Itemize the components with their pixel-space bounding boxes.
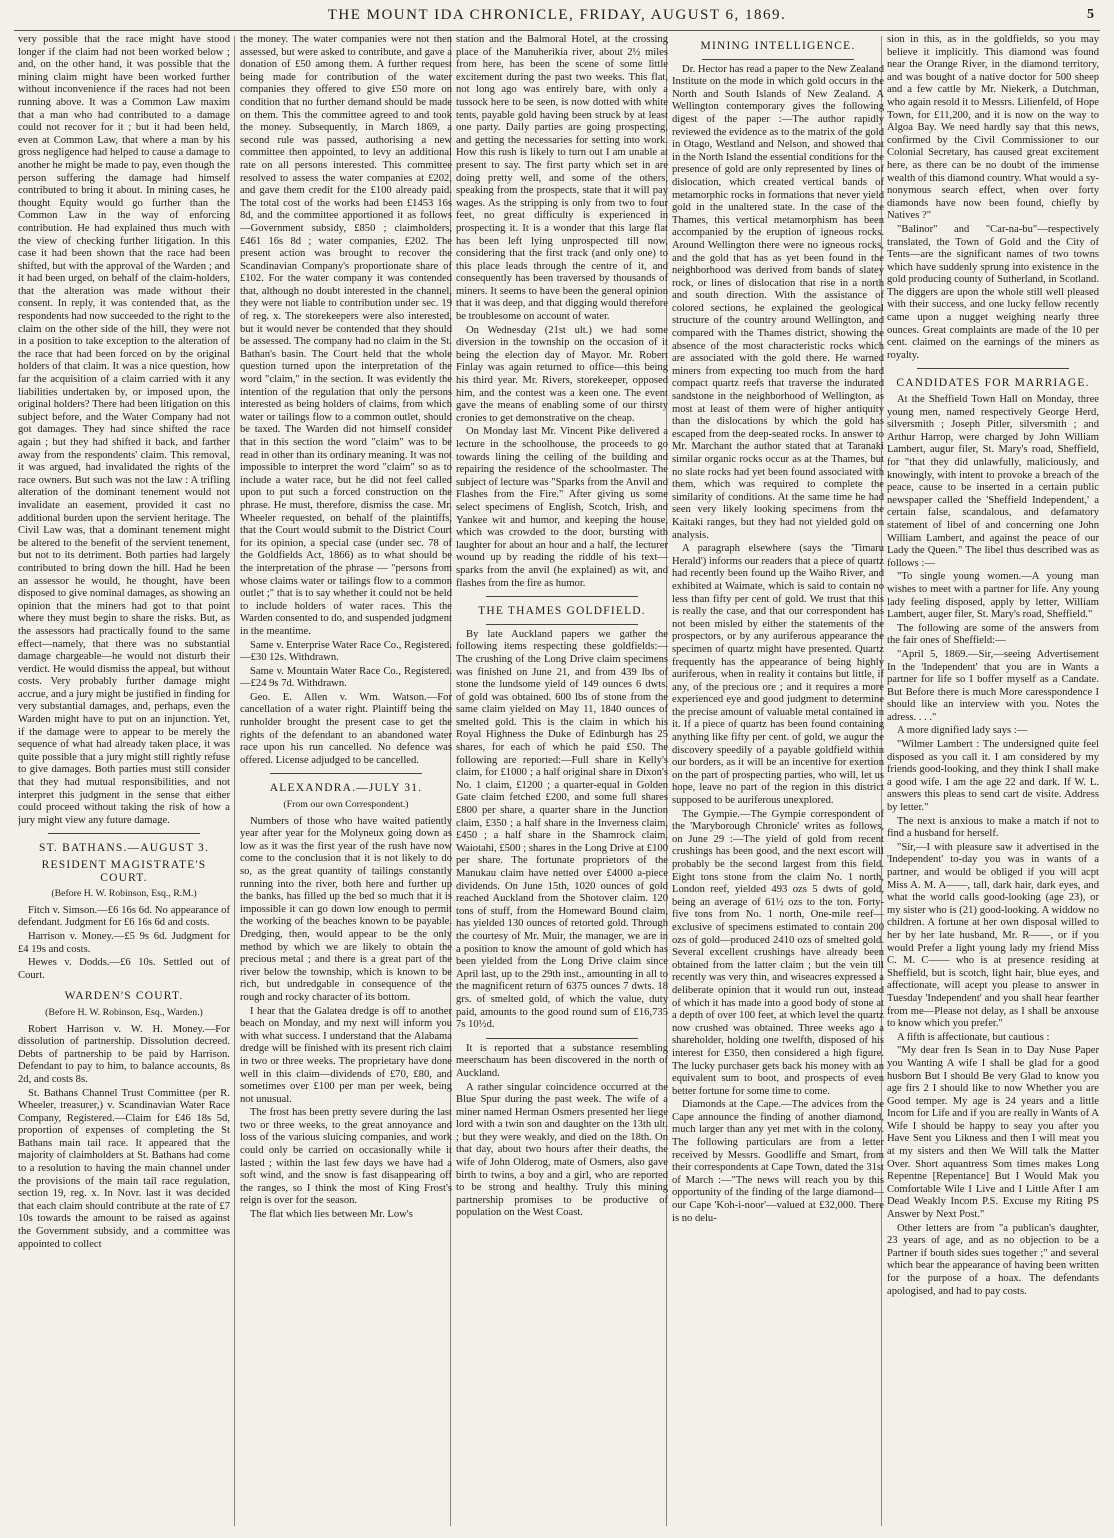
section-rule xyxy=(486,1038,638,1039)
column-1 xyxy=(18,34,230,1530)
article-paragraph: "To single young women.—A young man wishes to meet with a partner for life. Any young lady feeling disposed, apply by letter, William Lambert, auger filer, St. Mary's road, Sheffield." xyxy=(887,571,1099,621)
section-rule xyxy=(702,59,854,60)
article-paragraph: Numbers of those who have waited patiently year after year for the Molyneux going down as low as it was the first year of the rush have now come to the conclusion that it is not likely to do so, as the great quantity of tailings constantly running into the river, both here and further up the banks, has filled up the bed so much that it is impossible it can go down low enough to permit the working of the beaches known to be payable. Dredging, then, would appear to be the only method by which we are likely to obtain the precious metal ; and there is a great part of the river below the township, which is known to be rich, but undredgable in consequence of the rough and rocky character of its bottom. xyxy=(240,815,452,1003)
article-paragraph: "My dear fren Is Sean in to Day Nuse Paper you Wanting A wife I shall be glad for a good husborn But I should Be very Glad to know you age firs 2 I should like to now Whether you are Good temper. My age is 24 years and a little Incom for Life and if you are really in Wants of A Wife I should be happy to seay you after you Have Sent you Likness and then I will meat you at my sisters and then We Will talk the Matter Over. Short aquantress Som times makes Long Repentne [Repentance] But I Would Mak you Comfortable Wile I Live and I Little After I am Dead Weakly Incom P.S. Excuse my Riting PS Answer by Next Post." xyxy=(887,1045,1099,1221)
article-paragraph: St. Bathans Channel Trust Committee (per R. Wheeler, treasurer,) v. Scandinavian Water Race Company, Registered.—Claim for £46 18s 5d, proportion of expenses of completing the St Bathans main tail race. It appeared that the majority of claimholders at St. Bathans had come to a resolution to having the main channel under the provisions of the main tail race regulation, section 19, reg. x. In Novr. last it was decided that each claim should contribute at the rate of £7 10s towards the amount to be raised as against the Government subsidy, and a committee was appointed to collect xyxy=(18,1087,230,1250)
section-rule xyxy=(486,596,638,597)
article-paragraph: "Sir,—I with pleasure saw it advertised in the 'Independent' to-day you was in wants of a partner, and would be obliged if you will acpt Miss A. M. A——, tall, dark hair, dark eyes, and what the world calls good-looking (age 23), or my sister who is (21) good-looking. A widdow no children. A fortune at her own disposal willed to her by her late husband, Mr. R——, or if you would Prefer a light young lady my friend Miss C. M. C—— who is at presence residing at Sheffield, but is scotch, light hair, blue eyes, and affectionate, will acept you please to answer in Tuesday 'Independent' and you shall hear fearther from me—Please not delay, as I shall be anxouse to know which you prefer." xyxy=(887,841,1099,1030)
column-3 xyxy=(456,34,668,1530)
article-paragraph: A more dignified lady says :— xyxy=(897,725,1028,737)
article-paragraph: It is reported that a substance resembling meerschaum has been discovered in the north of Auckland. xyxy=(456,1042,668,1079)
section-rule xyxy=(917,368,1069,369)
article-paragraph: At the Sheffield Town Hall on Monday, three young men, named respectively George Herd, silversmith ; Joseph Pitler, silversmith ; and Arthur Harrop, were charged by John William Lambert, augur filer, St. Mary's road, Sheffield, for "that they did unlawfully, maliciously, and knowingly, with intent to provoke a breach of the peace, cause to be inserted in a certain public newspaper called the 'Sheffield Independent,' a certain false, scandalous, and defamatory statement of libel of and concerning one John William Lambert, and against the peace of our Lady the Queen." The libel thus described was as follows :— xyxy=(887,394,1099,569)
article-paragraph: Hewes v. Dodds.—£6 10s. Settled out of Court. xyxy=(18,957,230,981)
article-paragraph: Same v. Enterprise Water Race Co., Registered.—£30 12s. Withdrawn. xyxy=(240,639,452,664)
article-paragraph: The flat which lies between Mr. Low's xyxy=(250,1209,413,1221)
article-paragraph: The frost has been pretty severe during the last two or three weeks, to the great annoyance and loss of the various sluicing companies, and work could only be carried on occasionally while it lasted ; within the last few days we have had a soft wind, and the snow is fast disappearing off the ranges, so I think the most of King Frost's reign is over for the season. xyxy=(240,1107,452,1207)
article-paragraph: "Wilmer Lambert : The undersigned quite feel disposed as you call it. I am considered by my friends good-looking, and they think I shall make a good wife. I am the age 22 and dark. If W. L. answers this pleas to send cart de visite. Address by letter." xyxy=(887,739,1099,814)
article-paragraph: the money. The water companies were not then assessed, but were asked to contribute, and gave a donation of £50 among them. A further request being made for contribution of the water companies they offered to give £50 more on condition that no further demand should be made on them. This the committee agreed to and took the money. Subsequently, in March 1869, a second rule was passed, authorising a new committee then appointed, to levy an additional rate on all persons interested. This committee resolved to assess the water companies at £202, and gave them credit for the £100 already paid. The total cost of the works had been £1453 16s 8d, and the committee apportioned it as follows—Government subsidy, £850 ; claimholders, £461 16s 8d ; water companies, £202. The present action was brought to recover the Scandinavian Company's proportionate share of £102. For the water company it was contended that, although no doubt interested in the channel, they were not liable to contribution under sec. 19 of reg. x. The storekeepers were also interested, but it would never be contended that they should be assessed. The company had no claim in the St. Bathan's basin. The Court held that the whole question turned upon the interpretation of the word "claim," in the section. It was evidently the intention of the regulation that only the persons interested as being holders of claims, from which water or tailings flow to a common outlet, should be taxed. The Warden did not himself consider that in this section the word "claim" was to be read in other than its ordinary meaning. It was not impossible to interpret the word "claim" so as to include a water race, but he did not feel called upon to put such a forced construction on the phrase. He must, therefore, dismiss the case. Mr. Wheeler requested, on behalf of the plaintiffs, that the Court would submit to the District Court for its opinion, a special case (under sec. 78 of the Goldfields Act, 1866) as to what should be the interpretation of the phrase — "persons from whose claims water or tailings flow to a common outlet ;" that is to say whether it could not be held to include holders of water races. This the Warden consented to do, and suspended judgment in the meantime. xyxy=(240,34,452,637)
article-paragraph: Dr. Hector has read a paper to the New Zealand Institute on the mode in which gold occurs in the North and South Islands of New Zealand. A Wellington contemporary gives the following digest of the paper :—The author rapidly reviewed the evidence as to the matrix of the gold in Otago, Westland and Nelson, and showed that in the North Island the essential conditions for the presence of gold are only represented by lines of dislocation, which created vertical bands of metamorphic rocks in formations that never yield gold in the unaltered state. In the case of the Thames, this vertical metamorphism has been accompanied by the eruption of igneous rocks. Around Wellington there were no igneous rocks, and the gold that has as yet been found in the neighborhood was derived from bands of slatey rock, or lines of dislocation that rise in a north and south direction. With the assistance of colored sections, he explained the geological structure of the country around Wellington, and compared with the Thames district, showing the absence of the most characteristic rocks which are associated with the gold there. He warned miners from expecting too much from the hard compact quartz reefs that traverse the indurated sandstone in the neighborhood of Wellington, as most at least of them were of higher antiquity than the dislocations by which the gold has escaped from the deep-seated rocks. In answer to Mr. Marchant the author stated that at Taranaki similar organic rocks occur as at the Thames, but no slate rocks had yet been found associated with them, which was required to complete the similarity of conditions. At the same time he had seen very likely looking specimens from the Kaitaki ranges, but they had not yielded gold on analysis. xyxy=(672,63,884,541)
masthead xyxy=(0,0,1114,34)
correspondent-note: (From our own Correspondent.) xyxy=(283,799,409,811)
newspaper-title: THE MOUNT IDA CHRONICLE, FRIDAY, AUGUST 6, 1869. xyxy=(327,7,787,23)
column-divider xyxy=(234,36,235,1526)
article-paragraph: "April 5, 1869.—Sir,—seeing Advertisement In the 'Independent' that you are in Wants a partner for life so I boffer myself as a Candate. But Before there is much More caresspondence I should like an interview with you. Notes the adress. . . ." xyxy=(887,648,1099,723)
article-paragraph: Fitch v. Simson.—£6 16s 6d. No appearance of defendant. Judgment for £6 16s 6d and costs. xyxy=(18,904,230,929)
column-2 xyxy=(240,34,452,1530)
article-paragraph: station and the Balmoral Hotel, at the crossing place of the Manuherikia river, about 2½ miles from here, has been the scene of some little excitement during the past two weeks. This flat, not long ago was entirely bare, with only a tussock here to be seen, is now dotted with white tents, payable gold having been struck by at least one party. Daily parties are going prospecting, and getting the necessaries for setting into work. How this rush is likely to turn out I am unable at present to say. The first party which set in are doing pretty well, and some of the others, speaking from the prospects, state that it will pay wages. As the stripping is only from two to four feet, no great difficulty is experienced in prospecting it. It is a wonder that this large flat has been left lying unprospected till now, considering that the first track (and only one) to this place leads through the centre of it, and consequently has been traversed by thousands of miners. It seems to have been the general opinion that it was deep, and that digging would therefore be troublesome on account of water. xyxy=(456,34,668,323)
article-paragraph: A rather singular coincidence occurred at the Blue Spur during the past week. The wife of a miner named Herman Osmers presented her liege lord with a twin son and daughter on the 13th ult. ; but they were weakly, and died on the 18th. On that day, about two hours after their deaths, the wife of John Olderog, mate of Osmers, also gave birth to twins, a boy and a girl, who are reported to be strong and healthy. Truly this mining partnership promises to be productive of population on the West Coast. xyxy=(456,1081,668,1219)
section-heading: MINING INTELLIGENCE. xyxy=(700,40,856,52)
article-paragraph: By late Auckland papers we gather the following items respecting these goldfields:—The crushing of the Long Drive claim specimens was finished on June 21, and from 439 lbs of stone the lundsome yield of 149 ounces 6 dwts. of gold was obtained. 600 lbs of stone from the same claim yielded on May 11, 1840 ounces of smelted gold. This is the claim in which his Royal Highness the Duke of Edinburgh has 25 shares, for each of which he paid £50. The following are reported:—Full share in Kelly's claim, for £1000 ; a half original share in Dixon's No. 1 claim, £1200 ; a quarter-equal in Golden Gate claim fetched £200, and some full shares £800 per share, a quarter share in the Junction claim, £350 ; a half share in the Inverness claim, £450 ; a half share in the Shamrock claim, Waiotahi, £500 ; shares in the Long Drive at £100 per share. The fortunate proprietors of the Manukau claim have netted over £4000 a-piece dividends. On June 15th, 1020 ounces of gold reached Auckland from the Shotover claim. 120 tons of stuff, from the Homeward Bound claim, has yielded 130 ounces of retorted gold. Through the courtesy of Mr. Muir, the manager, we are in a position to know the amount of gold which has been yielded from the Long Drive claim since April last, up to the 29th inst., amounting in all to the magnificent return of 6375 ounces 7 dwts. 18 grs. of smelted gold, of which the value, duty paid, amounts to the good round sum of £16,735 7s 10½d. xyxy=(456,628,668,1031)
article-paragraph: The Gympie.—The Gympie correspondent of the 'Maryborough Chronicle' writes as follows, on June 29 :—The yield of gold from recent crushings has been good, and the next escort will probably be the second largest from this field. Eight tons stone from the claim No. 1 north, London reef, yielded 493 ozs 5 dwts of gold, being an average of 61½ ozs to the ton. Forty-five tons from No. 1 north, One-mile reef—exclusive of specimens estimated to contain 200 ozs of gold—produced 2410 ozs of smelted gold. Several excellent crushings have already been obtained from the latter claim ; but the vein till recently was very thin, and wiseacres expressed a deliberate opinion that it would run out, instead of which it has made into a good body of stone at a depth of over 100 feet, at which level the quartz now crushed was obtained. Three weeks ago a shareholder, holding one twelfth, disposed of his interest for £350, then considered a high figure. The lucky purchaser gets back his money with an equivalent sum to boot, and prospects of even better fortune for some time to come. xyxy=(672,808,884,1097)
section-rule xyxy=(486,624,638,625)
column-5 xyxy=(887,34,1099,1530)
article-paragraph: Diamonds at the Cape.—The advices from the Cape announce the finding of another diamond, much larger than any yet met with in the colony. The following particulars are from a letter received by Messrs. Goodliffe and Smart, from their correspondents at Cape Town, dated the 31st of March :—"The news will reach you by this opportunity of the finding of the large diamond—our Cape 'Koh-i-noor'—valued at £32,000. There is no delu- xyxy=(672,1099,884,1224)
article-paragraph: sion in this, as in the goldfields, so you may believe it implicitly. This diamond was found near the Orange River, in the diamond territory, and was bought of a native doctor for 500 sheep and a few cattle by Mr. Niekerk, a Dutchman, who again resold it to Messrs. Lilienfeld, of Hope Town, for £11,200, and it is now on the way to Algoa Bay. We need hardly say that this news, confirmed by the Civil Commissioner to our Colonial Secretary, has caused great excitement here, as there can be no doubt of the immense wealth of this diamond country. What would a sy-nonymous search effect, when over forty diamonds have now been found, chiefly by Natives ?" xyxy=(887,34,1099,222)
section-rule xyxy=(48,833,200,834)
court-heading: WARDEN'S COURT. xyxy=(64,990,184,1003)
article-paragraph: Robert Harrison v. W. H. Money.—For dissolution of partnership. Dissolution decreed. Debts of partnership to be paid by Harrison. Defendant to pay to him, to balance accounts, 8s 2d, and costs 8s. xyxy=(18,1023,230,1085)
court-heading: RESIDENT MAGISTRATE'S COURT. xyxy=(41,859,207,884)
article-paragraph: "Balinor" and "Car-na-bu"—respectively translated, the Town of Gold and the City of Tents—are the significant names of two towns which have suddenly sprung into existence in the gold producing county of Sutherland, in Scotland. The diggers are upon the whole still well pleased with their success, and one lucky fellow recently came upon a nugget weighing nearly three ounces. Great complaints are made of the 10 per cent. claimed on the earnings of the miners as royalty. xyxy=(887,223,1099,361)
article-paragraph: A paragraph elsewhere (says the 'Timaru Herald') informs our readers that a piece of quartz had recently been found up the Waiho River, and exhibited at Waimate, which is said to contain no less than fifty per cent of gold. We trust that this is really the case, and that our correspondent has not been misled by either the statements of the prospectors, or by any auriferous appearance the specimen of quartz might have presented. Quartz frequently has the appearance of being highly auriferous, when in reality it contains but little, if any, of the precious ore ; and it requires a more experienced eye and good judgment to determine the precise amount of valuable metal contained in it. If a piece of quartz has been found containing anything like fifty per cent. of gold, we augur the discovery speedily of a payable goldfield within our borders, as it will be an incentive for exertion on the part of prospecting parties, who will, let us hope, leave no part of the region in this district supposed to be auriferous unexplored. xyxy=(672,543,884,807)
section-heading: CANDIDATES FOR MARRIAGE. xyxy=(896,377,1090,390)
article-paragraph: Harrison v. Money.—£5 9s 6d. Judgment for £4 19s and costs. xyxy=(18,930,230,955)
article-paragraph: Other letters are from "a publican's daughter, 23 years of age, and as no objection to be a Partner if bouth sides sues together ;" and several which bear the appearance of having been written for the purpose of a hoax. The defendants apologised, and had to pay costs. xyxy=(887,1222,1099,1297)
article-paragraph: very possible that the race might have stood longer if the claim had not been worked below ; and, on the other hand, it was possible that the mining claim might have been worked further without inconvenience if the races had not been running above. It was a Common Law maxim that a man who had contributed to a damage could not recover for it ; but it had been held, even at Common Law, that where a man by his gross negligence had helped to cause a damage to another he might be made to pay, even though the person suffering the damage had himself contributed to bring it about. In mining cases, he thought Equity would go further than the Common Law in the way of enforcing contribution. He had explained thus much with the view of checking further litigation. In this case it had been shown that the race had been shifted, but with the approval of the Warden ; and it had been urged, on behalf of the claim-holders, that the alteration was made without their consent. In reply, it was contended that, as the respondents had now succeeded to the right to the claim on the other side of the hill, they were not in a position to take exception to the alteration of the race that had been forced on by the original holders of that claim. It was a nice question, how far the acquisition of a claim carried with it any liabilities undertaken by, or imposed upon, the original holders? There had been litigation on this subject before, and the Water Company had not got damages. They had since shifted the race again ; but they had shifted it back, and farther away from the respondents' claim. This removal, it was argued, had invalidated the rights of the race owners. But such was not the law : A trifling alteration of the dominant tenement would not invalidate an easement, provided it cast no additional burden upon the servient heritage. The Civil Law was, that a dominant tenement might be altered to the benefit of the servient tenement, but not to its detriment. Both parties had largely contributed to bring down the hill. Had he been an assessor he would, he thought, have been disposed to give nominal damages, as showing an opinion that the miners had got to that point where they must begin to share the risks. But, as the assessors had practically found to the same effect—namely, that there was no substantial damage chargeable—he would not disturb their verdict. He would dismiss the appeal, but without costs. Very probably further damage might accrue, and a jury might be justified in finding for very substantial damages, and, perhaps, even the Warden might have to put on an injunction. Yet, if the damage were to appear to be merely the sequence of what had already taken place, it was quite possible that a jury might still rightly refuse to give damages. Both parties must still consider that they had mutual responsibilities, and not interpret this judgment in the sense that either could proceed without taking the risk of how a jury might view any future damage. xyxy=(18,34,230,826)
page-number: 5 xyxy=(1087,7,1094,22)
article-paragraph: Same v. Mountain Water Race Co., Registered.—£24 9s 7d. Withdrawn. xyxy=(240,665,452,690)
article-paragraph: The following are some of the answers from the fair ones of Sheffield:— xyxy=(887,622,1099,647)
article-paragraph: Geo. E. Allen v. Wm. Watson.—For cancellation of a water right. Plaintiff being the runholder brought the present case to get the rights of the defendant to an abandoned water race upon his run cancelled. No defence was offered. License adjudged to be cancelled. xyxy=(240,691,452,766)
court-subheading: (Before H. W. Robinson, Esq., Warden.) xyxy=(45,1006,203,1018)
section-rule xyxy=(270,773,422,774)
article-paragraph: I hear that the Galatea dredge is off to another beach on Monday, and my next will inform you with what success. I understand that the Alabama dredge will be finished with its present rich claim in two or three weeks. The proprietary have done well in this claim—dividends of £70, £80, and sometimes over £100 per man per week, being not unusual. xyxy=(240,1005,452,1105)
masthead-rule xyxy=(14,30,1100,31)
article-paragraph: The next is anxious to make a match if not to find a husband for herself. xyxy=(887,815,1099,840)
section-heading: ST. BATHANS.—AUGUST 3. xyxy=(38,842,210,855)
section-heading: THE THAMES GOLDFIELD. xyxy=(478,605,646,618)
court-subheading: (Before H. W. Robinson, Esq., R.M.) xyxy=(51,888,197,900)
column-4 xyxy=(672,34,884,1530)
section-heading: ALEXANDRA.—JULY 31. xyxy=(269,782,423,795)
article-paragraph: On Wednesday (21st ult.) we had some diversion in the township on the occasion of it being the election day of Mayor. Mr. Robert Finlay was again returned to office—this being his third year. Mr. Rivers, storekeeper, opposed him, and the contest was a keen one. The event gave the means of enabling some of our thirsty cronies to get demonstrative on the cheap. xyxy=(456,324,668,424)
article-paragraph: A fifth is affectionate, but cautious : xyxy=(897,1031,1050,1043)
article-paragraph: On Monday last Mr. Vincent Pike delivered a lecture in the schoolhouse, the proceeds to go towards lining the ceiling of the building and repairing the residence of the schoolmaster. The subject of lecture was "Sparks from the Anvil and Flashes from the Fire." After giving us some select specimens of English, Scotch, Irish, and Yankee wit and humor, and keeping the house, which was crowded to the door, bursting with laughter for about an hour and a half, the lecturer wound up by reading the riddle of his text—sparks from the anvil (he explained) as wit, and flashes from the fire as humor. xyxy=(456,426,668,589)
